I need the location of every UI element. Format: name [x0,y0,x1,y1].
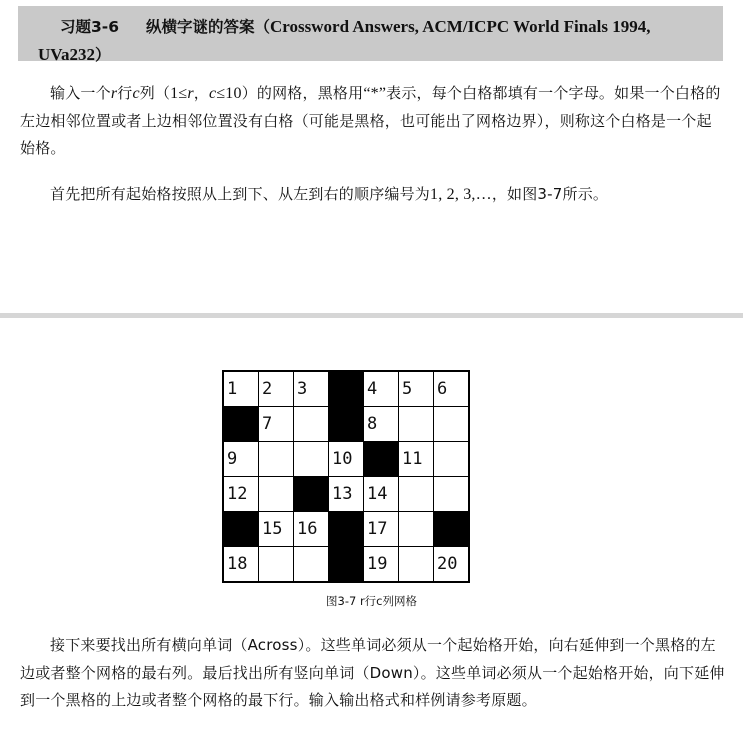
white-cell [399,547,434,583]
white-cell [434,407,470,442]
white-cell [364,371,399,407]
white-cell [294,407,329,442]
text: ，如图3-7所示。 [491,185,609,203]
cell-number: 2 [262,379,273,399]
white-cell [364,407,399,442]
exercise-number: 习题3-6 [60,18,120,36]
black-cell [364,442,399,477]
white-cell [434,477,470,512]
white-cell [223,371,259,407]
grid-row [223,547,469,583]
cell-number: 1 [227,379,238,399]
cell-number: 18 [227,554,248,574]
white-cell [364,512,399,547]
text: 表示，每个白格都填有一个字母。如果一个白格的左边相邻位置或者上边相邻位置没有白格（可能是黑格，也可能出了网格边界），则称这个白格是一个起始格。 [20,84,721,157]
white-cell [434,547,470,583]
black-cell [434,512,470,547]
cell-number: 8 [367,414,378,434]
white-cell [329,442,364,477]
var-r: r [187,85,194,102]
text: 首先把所有起始格按照从上到下、从左到右的顺序编号为 [50,185,431,203]
range-text: ≤10 [216,85,242,102]
black-cell [329,547,364,583]
black-cell [329,512,364,547]
white-cell [399,442,434,477]
grid-row [223,371,469,407]
title-uva: UVa232 [38,45,95,64]
text: 行 [117,84,133,102]
cell-number: 9 [227,449,238,469]
var-r: r [110,85,118,102]
text: ）的网格，黑格用 [241,84,364,102]
cell-number: 6 [437,379,448,399]
paragraph-across-down [20,632,730,715]
white-cell [223,547,259,583]
black-cell [294,477,329,512]
white-cell [259,442,294,477]
white-cell [364,547,399,583]
black-cell [329,407,364,442]
white-cell [329,477,364,512]
grid-row [223,407,469,442]
cell-number: 13 [332,484,353,504]
figure-caption: 图3-7 r行c列网格 [326,594,417,608]
range-text: 1≤ [170,85,188,102]
white-cell [434,442,470,477]
cell-number: 20 [437,554,458,574]
paragraph-input-description [20,80,725,163]
text: 列（ [139,84,171,102]
title-close: ） [95,46,111,64]
white-cell [259,547,294,583]
cell-number: 10 [332,449,353,469]
white-cell [223,477,259,512]
number-sequence: 1, 2, 3,… [430,186,492,203]
paragraph-numbering [20,181,725,209]
page-divider [0,313,743,318]
grid-row [223,477,469,512]
white-cell [399,407,434,442]
black-cell [223,512,259,547]
cell-number: 15 [262,519,283,539]
grid-row [223,512,469,547]
exercise-title-bar [18,6,723,64]
text: 输入一个 [50,84,111,102]
title-line-1 [60,15,651,37]
cell-number: 19 [367,554,388,574]
star-symbol: “*” [363,85,387,102]
black-cell [329,371,364,407]
cell-number: 7 [262,414,273,434]
title-english: Crossword Answers, ACM/ICPC World Finals 1994, [270,17,651,36]
white-cell [223,442,259,477]
var-c: c [132,85,140,102]
white-cell [364,477,399,512]
grid-row [223,442,469,477]
cell-number: 17 [367,519,388,539]
cell-number: 12 [227,484,248,504]
cell-number: 16 [297,519,318,539]
white-cell [259,512,294,547]
crossword-grid [222,370,470,583]
white-cell [259,477,294,512]
white-cell [399,477,434,512]
cell-number: 5 [402,379,413,399]
var-c: c [209,85,217,102]
white-cell [294,512,329,547]
white-cell [259,371,294,407]
white-cell [399,371,434,407]
white-cell [294,442,329,477]
title-chinese: 纵横字谜的答案（ [146,18,271,36]
text: ， [193,84,209,102]
title-line-2 [38,43,111,65]
black-cell [223,407,259,442]
white-cell [259,407,294,442]
cell-number: 4 [367,379,378,399]
white-cell [434,371,470,407]
text: 接下来要找出所有横向单词（Across）。这些单词必须从一个起始格开始，向右延伸到一个黑格的左边或者整个网格的最右列。最后找出所有竖向单词（Down）。这些单词必须从一个起始格开始，向下延伸到一个黑格的上边或者整个网格的最下行。输入输出格式和样例请参考原题。 [20,636,725,709]
cell-number: 14 [367,484,388,504]
white-cell [294,547,329,583]
cell-number: 11 [402,449,423,469]
white-cell [294,371,329,407]
white-cell [399,512,434,547]
cell-number: 3 [297,379,308,399]
